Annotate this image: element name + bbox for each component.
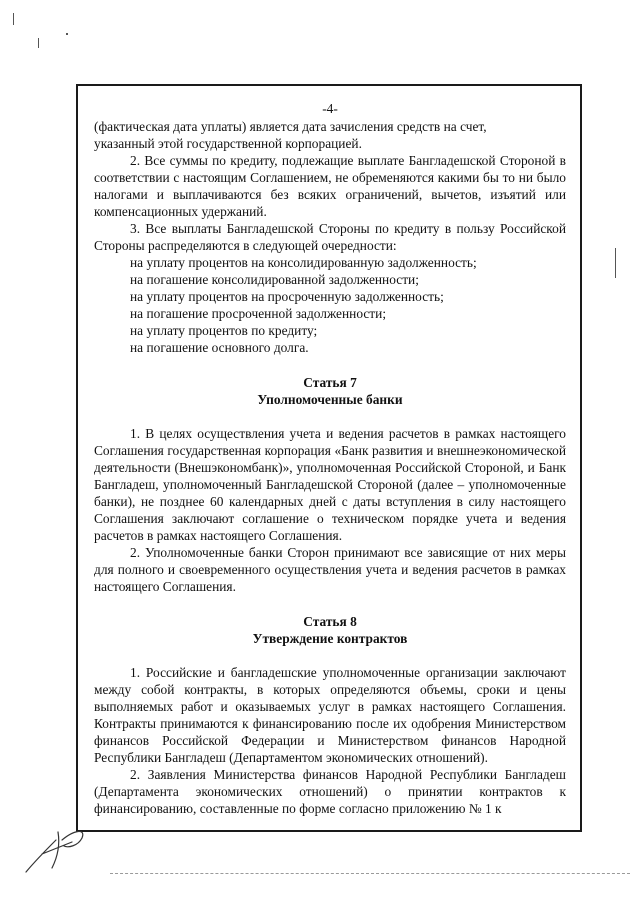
article-7-paragraph-2: 2. Уполномоченные банки Сторон принимают все зависящие от них меры для полного и своевременного осуществления учета и ведения расчетов в рамках настоящего Соглашения. — [94, 545, 566, 594]
article-8-paragraph-2: 2. Заявления Министерства финансов Народной Республики Бангладеш (Департамента экономических отношений) о принятии контрактов к финансированию, составленные по форме согласно приложению № 1 к — [94, 767, 566, 816]
article-7-title: Уполномоченные банки — [257, 392, 403, 407]
priority-list-item: на уплату процентов на консолидированную задолженность; — [130, 255, 477, 270]
intro-line: (фактическая дата уплаты) является дата зачисления средств на счет, — [94, 119, 487, 134]
intro-line: указанный этой государственной корпорацией. — [94, 136, 362, 151]
priority-list-item: на погашение консолидированной задолженности; — [130, 272, 419, 287]
priority-list-item: на уплату процентов по кредиту; — [130, 323, 318, 338]
article-7-paragraph-1: 1. В целях осуществления учета и ведения расчетов в рамках настоящего Соглашения государственная корпорация «Банк развития и внешнеэкономической деятельности (Внешэкономбанк)», уполномоченная Российской Стороной, и Банк Бангладеш, уполномоченный Бангладешской Стороной (далее – уполномоченные банки), не позднее 60 календарных дней с даты вступления в силу настоящего Соглашения заключают соглашение о техническом порядке учета и ведения расчетов в рамках настоящего Соглашения. — [94, 426, 566, 543]
scan-mark — [13, 13, 14, 25]
document-body — [94, 100, 566, 817]
paragraph-payment-order: 3. Все выплаты Бангладешской Стороны по кредиту в пользу Российской Стороны распределяются в следующей очередности: — [94, 221, 566, 253]
article-8-paragraph-1: 1. Российские и бангладешские уполномоченные организации заключают между собой контракты, в которых определяются объемы, сроки и цены выполняемых работ и оказываемых услуг в рамках настоящего Соглашения. Контракты принимаются к финансированию после их одобрения Министерством финансов Российской Федерации и Министерством финансов Народной Республики Бангладеш (Департаментом экономических отношений). — [94, 665, 566, 765]
paragraph-taxes: 2. Все суммы по кредиту, подлежащие выплате Бангладешской Стороной в соответствии с настоящим Соглашением, не обременяются какими бы то ни было налогами и выплачиваются без всяких ограничений, вычетов, изъятий или компенсационных удержаний. — [94, 153, 566, 219]
article-8-title: Утверждение контрактов — [252, 631, 408, 646]
scan-mark — [66, 33, 68, 35]
document-frame — [76, 84, 582, 832]
article-7-number: Статья 7 — [303, 375, 357, 390]
scan-mark — [615, 248, 616, 278]
scan-mark — [38, 38, 39, 48]
article-8-number: Статья 8 — [303, 614, 357, 629]
signature-mark — [22, 820, 92, 880]
priority-list-item: на погашение основного долга. — [130, 340, 309, 355]
page-number: -4- — [322, 101, 338, 116]
priority-list-item: на погашение просроченной задолженности; — [130, 306, 387, 321]
priority-list-item: на уплату процентов на просроченную задолженность; — [130, 289, 444, 304]
bottom-rule — [110, 873, 630, 874]
